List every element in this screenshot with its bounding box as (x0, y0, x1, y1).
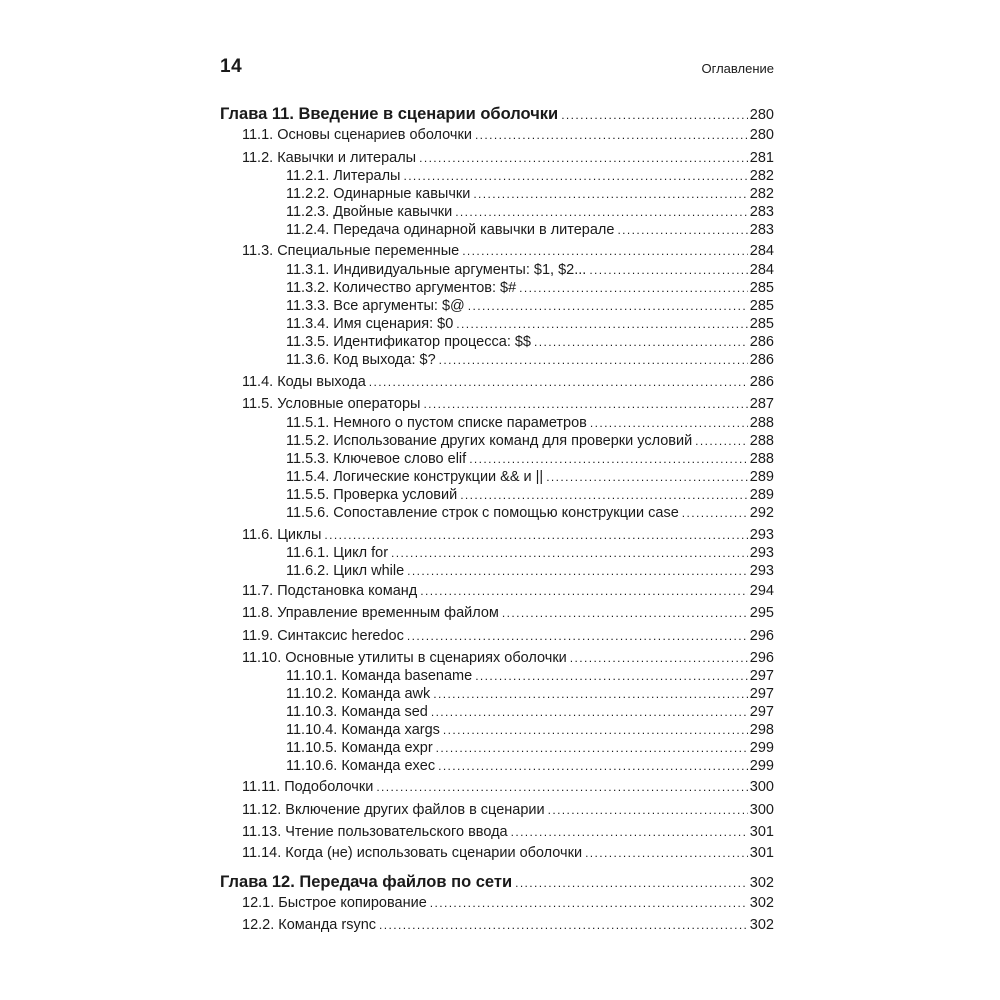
toc-entry-page: 289 (749, 469, 774, 485)
toc-subsection-entry (220, 185, 774, 204)
toc-entry-title: 11.10.3. Команда sed (286, 704, 428, 720)
dot-leader (430, 894, 748, 912)
toc-entry-page: 286 (749, 374, 774, 390)
toc-entry-title: Глава 12. Передача файлов по сети (220, 873, 513, 891)
toc-subsection-entry (220, 667, 774, 686)
toc-section-entry (220, 649, 774, 668)
toc-subsection-entry (220, 221, 774, 240)
toc-entry-page: 296 (749, 628, 774, 644)
toc-section-entry (220, 916, 774, 935)
dot-leader (548, 801, 748, 819)
toc-entry-page: 283 (749, 204, 774, 220)
toc-entry-title: 11.6. Циклы (242, 527, 322, 543)
toc-entry-title: 12.1. Быстрое копирование (242, 895, 427, 911)
toc-section-entry (220, 395, 774, 414)
toc-entry-title: 12.2. Команда rsync (242, 917, 377, 933)
toc-subsection-entry (220, 739, 774, 758)
toc-subsection-entry (220, 203, 774, 222)
toc-entry-page: 280 (749, 127, 774, 143)
toc-entry-page: 300 (749, 779, 774, 795)
toc-entry-title: 11.2.3. Двойные кавычки (286, 204, 453, 220)
toc-entry-page: 293 (749, 563, 774, 579)
toc-section-entry (220, 844, 774, 863)
toc-entry-page: 289 (749, 487, 774, 503)
dot-leader (570, 649, 748, 667)
dot-leader (403, 167, 747, 185)
toc-section-entry (220, 526, 774, 545)
toc-entry-page: 286 (749, 352, 774, 368)
toc-subsection-entry (220, 414, 774, 433)
toc-subsection-entry (220, 504, 774, 523)
toc-entry-title: 11.3.3. Все аргументы: $@ (286, 298, 465, 314)
dot-leader (376, 778, 747, 796)
dot-leader (468, 297, 748, 315)
toc-entry-page: 288 (749, 415, 774, 431)
toc-subsection-entry (220, 562, 774, 581)
running-head: Оглавление (701, 61, 774, 76)
toc-entry-title: 11.5.2. Использование других команд для проверки условий (286, 433, 693, 449)
toc-entry-title: 11.10.6. Команда exec (286, 758, 436, 774)
toc-entry-page: 299 (749, 758, 774, 774)
dot-leader (391, 544, 748, 562)
dot-leader (423, 395, 747, 413)
toc-subsection-entry (220, 297, 774, 316)
toc-subsection-entry (220, 167, 774, 186)
toc-entry-page: 302 (749, 875, 774, 891)
toc-entry-page: 302 (749, 917, 774, 933)
toc-subsection-entry (220, 703, 774, 722)
toc-entry-title: 11.2.1. Литералы (286, 168, 401, 184)
toc-entry-page: 293 (749, 545, 774, 561)
toc-entry-title: 11.3.6. Код выхода: $? (286, 352, 436, 368)
toc-section-entry (220, 604, 774, 623)
toc-entry-page: 284 (749, 243, 774, 259)
toc-entry-title: 11.9. Синтаксис heredoc (242, 628, 404, 644)
toc-section-entry (220, 627, 774, 646)
dot-leader (456, 315, 748, 333)
toc-entry-page: 295 (749, 605, 774, 621)
dot-leader (475, 667, 748, 685)
dot-leader (473, 185, 747, 203)
toc-entry-title: 11.3.4. Имя сценария: $0 (286, 316, 454, 332)
dot-leader (420, 582, 748, 600)
dot-leader (438, 757, 748, 775)
toc-entry-page: 282 (749, 186, 774, 202)
toc-entry-title: 11.1. Основы сценариев оболочки (242, 127, 472, 143)
dot-leader (695, 432, 748, 450)
toc-entry-title: 11.5.6. Сопоставление строк с помощью конструкции case (286, 505, 679, 521)
toc-entry-page: 301 (749, 845, 774, 861)
toc-entry-title: 11.12. Включение других файлов в сценарии (242, 802, 545, 818)
toc-entry-page: 286 (749, 334, 774, 350)
toc-section-entry (220, 778, 774, 797)
dot-leader (379, 916, 748, 934)
toc-entry-page: 287 (749, 396, 774, 412)
dot-leader (369, 373, 748, 391)
toc-entry-page: 297 (749, 668, 774, 684)
toc-section-entry (220, 373, 774, 392)
toc-entry-page: 288 (749, 433, 774, 449)
dot-leader (407, 562, 748, 580)
toc-entry-title: 11.10.1. Команда basename (286, 668, 473, 684)
toc-subsection-entry (220, 279, 774, 298)
toc-entry-title: 11.11. Подоболочки (242, 779, 374, 795)
dot-leader (682, 504, 748, 522)
dot-leader (462, 242, 748, 260)
dot-leader (433, 685, 748, 703)
dot-leader (439, 351, 748, 369)
toc-section-entry (220, 894, 774, 913)
toc-entry-title: 11.5.4. Логические конструкции && и || (286, 469, 544, 485)
dot-leader (407, 627, 748, 645)
dot-leader (419, 149, 748, 167)
toc-entry-page: 284 (749, 262, 774, 278)
toc-section-entry (220, 582, 774, 601)
toc-entry-title: 11.10.5. Команда expr (286, 740, 433, 756)
toc-entry-page: 302 (749, 895, 774, 911)
toc-entry-page: 300 (749, 802, 774, 818)
toc-subsection-entry (220, 685, 774, 704)
toc-entry-page: 294 (749, 583, 774, 599)
toc-entry-page: 296 (749, 650, 774, 666)
toc-entry-page: 285 (749, 280, 774, 296)
toc-entry-page: 280 (749, 107, 774, 123)
dot-leader (443, 721, 748, 739)
toc-entry-title: 11.3.5. Идентификатор процесса: $$ (286, 334, 531, 350)
toc-entry-title: 11.10.2. Команда awk (286, 686, 431, 702)
toc-entry-page: 288 (749, 451, 774, 467)
dot-leader (455, 203, 748, 221)
toc-subsection-entry (220, 450, 774, 469)
dot-leader (589, 261, 747, 279)
dot-leader (585, 844, 748, 862)
toc-subsection-entry (220, 544, 774, 563)
toc-entry-page: 297 (749, 686, 774, 702)
toc-entry-title: 11.5.5. Проверка условий (286, 487, 458, 503)
dot-leader (324, 526, 747, 544)
dot-leader (436, 739, 748, 757)
toc-entry-title: 11.5. Условные операторы (242, 396, 421, 412)
dot-leader (469, 450, 748, 468)
toc-entry-title: 11.10.4. Команда xargs (286, 722, 440, 738)
toc-entry-title: 11.13. Чтение пользовательского ввода (242, 824, 508, 840)
toc-subsection-entry (220, 468, 774, 487)
dot-leader (475, 126, 748, 144)
dot-leader (460, 486, 748, 504)
toc-entry-title: 11.6.2. Цикл while (286, 563, 405, 579)
toc-subsection-entry (220, 315, 774, 334)
toc-entry-page: 299 (749, 740, 774, 756)
book-page (220, 0, 774, 1000)
toc-entry-title: 11.5.1. Немного о пустом списке параметров (286, 415, 587, 431)
toc-entry-page: 285 (749, 298, 774, 314)
toc-entry-title: Глава 11. Введение в сценарии оболочки (220, 105, 559, 123)
page-number: 14 (220, 56, 243, 77)
toc-entry-page: 298 (749, 722, 774, 738)
toc-section-entry (220, 823, 774, 842)
toc-entry-title: 11.14. Когда (не) использовать сценарии оболочки (242, 845, 583, 861)
toc-subsection-entry (220, 333, 774, 352)
toc-chapter-entry (220, 104, 774, 125)
toc-entry-title: 11.3. Специальные переменные (242, 243, 460, 259)
toc-entry-page: 301 (749, 824, 774, 840)
dot-leader (561, 105, 748, 126)
toc-entry-title: 11.6.1. Цикл for (286, 545, 389, 561)
toc-section-entry (220, 126, 774, 145)
toc-subsection-entry (220, 486, 774, 505)
toc-entry-title: 11.3.1. Индивидуальные аргументы: $1, $2... (286, 262, 587, 278)
toc-subsection-entry (220, 432, 774, 451)
dot-leader (590, 414, 748, 432)
toc-entry-page: 285 (749, 316, 774, 332)
toc-entry-page: 281 (749, 150, 774, 166)
toc-section-entry (220, 801, 774, 820)
toc-section-entry (220, 242, 774, 261)
dot-leader (534, 333, 748, 351)
toc-subsection-entry (220, 261, 774, 280)
dot-leader (502, 604, 748, 622)
toc-entry-title: 11.2.2. Одинарные кавычки (286, 186, 471, 202)
toc-chapter-entry (220, 872, 774, 893)
toc-entry-page: 283 (749, 222, 774, 238)
toc-entry-page: 297 (749, 704, 774, 720)
toc-entry-title: 11.8. Управление временным файлом (242, 605, 499, 621)
dot-leader (546, 468, 748, 486)
toc-section-entry (220, 149, 774, 168)
toc-subsection-entry (220, 721, 774, 740)
toc-entry-title: 11.7. Подстановка команд (242, 583, 418, 599)
toc-entry-title: 11.2.4. Передача одинарной кавычки в литерале (286, 222, 615, 238)
toc-entry-title: 11.5.3. Ключевое слово elif (286, 451, 467, 467)
dot-leader (431, 703, 748, 721)
toc-entry-page: 282 (749, 168, 774, 184)
toc-entry-page: 293 (749, 527, 774, 543)
toc-entry-title: 11.4. Коды выхода (242, 374, 366, 390)
toc-subsection-entry (220, 351, 774, 370)
toc-entry-title: 11.2. Кавычки и литералы (242, 150, 417, 166)
toc-entry-page: 292 (749, 505, 774, 521)
toc-subsection-entry (220, 757, 774, 776)
dot-leader (515, 873, 748, 894)
dot-leader (511, 823, 748, 841)
toc-entry-title: 11.3.2. Количество аргументов: $# (286, 280, 517, 296)
dot-leader (519, 279, 748, 297)
dot-leader (617, 221, 747, 239)
toc-entry-title: 11.10. Основные утилиты в сценариях оболочки (242, 650, 567, 666)
